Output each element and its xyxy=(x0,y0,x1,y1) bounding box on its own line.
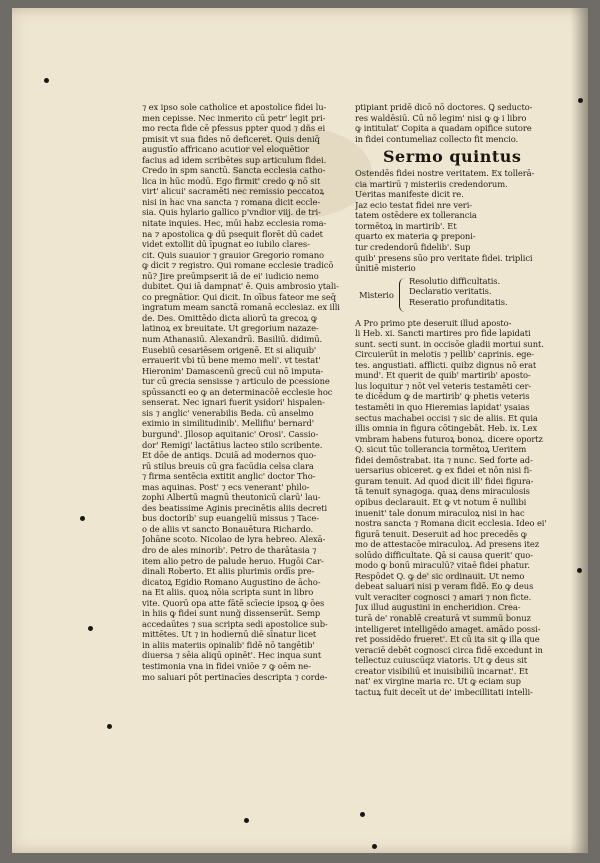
text-line: fidei demōstrabat. ita ⁊ nunc. Sed forte ad- xyxy=(355,454,533,465)
text-line: ⁊ firma sentēcia extitit anglic' doctor Tho- xyxy=(142,471,316,482)
text-line: ret possidēdo frueret'. Et cū ita sit ꝙ illa que xyxy=(355,634,540,645)
text-line: ingratum meam sanctā romanā ecclesiaz. ex illi xyxy=(142,302,340,313)
brace-mark xyxy=(399,278,406,312)
text-line: Q. sicut tūc tollerancia tormētoꝝ Ueritem xyxy=(355,444,527,455)
text-line: augustīo affricano acutior vel eloquētior xyxy=(142,144,310,155)
text-line: cia martirū ⁊ misteriis credendorum. xyxy=(355,178,508,189)
table-label: Misterio xyxy=(359,289,394,300)
text-line: te dicēdum ꝙ de martirib' ꝙ phetis veteris xyxy=(355,391,530,402)
text-line: Hieronim' Damascenū grecū cui nō imputa- xyxy=(142,365,324,376)
text-line: co pregnātior. Qui dicit. In oībus fateor me seq̄ xyxy=(142,291,336,302)
text-line: na ⁊ apostolica ꝙ dū psequit florēt dū cadet xyxy=(142,228,323,239)
right-column-middle-text xyxy=(355,168,561,273)
text-line: illis omnia in figura cōtingebāt. Heb. ix. Lex xyxy=(355,423,538,434)
text-line: facius ad idem scribētes sup articulum fidei. xyxy=(142,154,327,165)
text-line: guram tenuit. Ad quod dicit ill' fidei figura- xyxy=(355,475,534,486)
text-line: zophi Albertū magnū theutonicū clarū' lau- xyxy=(142,492,321,503)
text-line: vite. Quorū opa atte fātē scīecie ipsoꝝ ꝙ ōes xyxy=(142,597,325,608)
text-line: in hiis ꝙ fidei sunt nung̃ dissenserūt. Semp xyxy=(142,608,321,619)
text-line: mund'. Et querit de quib' martirib' aposto- xyxy=(355,370,531,381)
text-line: mittētes. Ut ⁊ in hodiernū diē sīnatur licet xyxy=(142,629,317,640)
text-line: num Athanasiū. Alexandrū. Basiliū. didimū. xyxy=(142,334,323,345)
text-line: quarto ex materia ꝙ preponi- xyxy=(355,231,476,242)
text-line: tormētoꝝ in martirib'. Et xyxy=(355,220,457,231)
right-column-top-text xyxy=(355,102,561,144)
text-line: spūssancti eo ꝙ an determinacōē ecclesie hoc xyxy=(142,386,333,397)
text-line: sis ⁊ anglic' venerabilis Beda. cū anselmo xyxy=(142,407,314,418)
text-line: intelligeret intelligēdo amaget. amādo possi- xyxy=(355,623,541,634)
text-line: tā tenuit synagoga. quaꝝ dens miraculosis xyxy=(355,486,530,497)
text-line: eximio in similitudinib'. Mellifiu' bernard' xyxy=(142,418,314,429)
text-line: virt' alicui' sacramēti nec remissio peccatoꝝ xyxy=(142,186,325,197)
text-line: res waldēsiū. Cū nō legim' nisi ꝙ ꝙ i libro xyxy=(355,112,527,123)
text-line: nū? Jire preūmpserit iā de ei' iudicio nemo xyxy=(142,270,319,281)
wormhole xyxy=(244,818,249,823)
wormhole xyxy=(107,724,112,729)
text-line: Johāne scoto. Nicolao de lyra hebreo. Alexā- xyxy=(142,534,326,545)
text-line: Circuierūt in melotis ⁊ pellib' caprinis. ege- xyxy=(355,349,535,360)
text-line: senserat. Nec ignari fuerit ysidori' hispalen- xyxy=(142,397,325,408)
text-line: cit. Quis suauior ⁊ grauior Gregorio romano xyxy=(142,249,324,260)
text-line: sectus machabei occisi ⁊ sic de aliis. Et quia xyxy=(355,412,538,423)
text-line: turā de' ronablē creaturā vt summū bonuz xyxy=(355,612,531,623)
text-line: des beatissime Aginis precinētis aliis decreti xyxy=(142,502,328,513)
text-line: vmbram habens futuroꝝ bonoꝝ. dicere oportz xyxy=(355,433,543,444)
text-line: A Pro primo pte deseruit illud aposto- xyxy=(355,317,512,328)
text-line: pmisit vt sua fides nō deficeret. Quis deniq̄ xyxy=(142,133,320,144)
text-line: dro de ales minorib'. Petro de tharātasia ⁊ xyxy=(142,544,317,555)
text-line: debeat saluari nisi p veram fidē. Eo ꝙ deus xyxy=(355,581,534,592)
text-line: testimonia vna in fidei vniōe ⁊ ꝙ oēm ne- xyxy=(142,660,311,671)
text-line: in aliis materiis opinalib' fidē nō tangētib' xyxy=(142,639,315,650)
text-line: item alio petro de palude heruo. Hugōi Car- xyxy=(142,555,324,566)
table-items xyxy=(409,276,508,308)
text-line: tellectuz cuiuscūqz viatoris. Ut ꝙ deus sit xyxy=(355,655,528,666)
text-line: Eusebiū cesariēsem origenē. Et si aliquib' xyxy=(142,344,317,355)
book-page xyxy=(12,8,588,853)
text-line: testamēti in quo Hieremias lapidat' ysaias xyxy=(355,402,530,413)
text-line: Et dōe de antiqs. Dcuiā ad modernos quo- xyxy=(142,450,317,461)
text-line: dor' Remigi' lactātius lacteo stilo scribente. xyxy=(142,439,323,450)
text-line: mo recta fide cē pfessus ppter quod ⁊ dñs ei xyxy=(142,123,326,134)
text-line: ꝙ intitulat' Copita a quadam opifice sutore xyxy=(355,123,532,134)
text-line: mo de attestacōe miraculoꝝ. Ad presens itez xyxy=(355,539,540,550)
text-line: opibus declarauit. Et ꝙ vt notum ē nullibi xyxy=(355,496,527,507)
text-line: diuersa ⁊ sēia aliqū opinēt'. Hec inqua sunt xyxy=(142,650,322,661)
text-line: dicatoꝝ Egidio Romano Augustino de ācho- xyxy=(142,576,321,587)
text-line: tes. angustiati. afflicti. quibz dignus nō erat xyxy=(355,359,537,370)
wormhole xyxy=(80,516,85,521)
wormhole xyxy=(360,812,365,817)
text-line: li Heb. xi. Sancti martires pro fide lapidati xyxy=(355,328,531,339)
text-line: latinoꝝ ex breuitate. Ut gregorium nazaze- xyxy=(142,323,319,334)
text-line: solūdo difficultate. Ꝗā si causa querit' quo- xyxy=(355,549,533,560)
text-line: men cepisse. Nec inmerito cū petr' legit pri- xyxy=(142,112,326,123)
wormhole xyxy=(372,844,377,849)
table-item: Reseratio profunditatis. xyxy=(409,296,508,307)
text-line: inuenit' tale donum miraculoꝝ nisi in hac xyxy=(355,507,525,518)
text-line: nisi in hac vna sancta ⁊ romana dicit eccle- xyxy=(142,196,321,207)
book-spine-shadow xyxy=(570,8,588,853)
text-line: nitate inquies. Hec, mūi habz ecclesia roma- xyxy=(142,218,327,229)
text-line: dinali Roberto. Et aliis plurimis ordīs pre- xyxy=(142,566,315,577)
text-line: Ueritas manifeste dicit re. xyxy=(355,189,464,200)
text-line: modo ꝙ bonū miraculū? vitaē fidei phatur. xyxy=(355,560,530,571)
text-line: accedaūtes ⁊ sua scripta sedi apostolice sub- xyxy=(142,618,328,629)
text-line: sia. Quis hylario gallico p'vndior viij. de tri- xyxy=(142,207,321,218)
wormhole xyxy=(88,626,93,631)
text-line: lus loquitur ⁊ nōt vel veteris testamēti cer- xyxy=(355,380,532,391)
table-item: Declaratio veritatis. xyxy=(409,286,492,297)
left-text-column xyxy=(142,102,340,742)
text-line: vult veraciter cognosci ⁊ amari ⁊ non ficte. xyxy=(355,591,532,602)
text-line: ūnitiē misterio xyxy=(355,263,416,274)
text-line: rū stilus breuis cū gra facūdia celsa clara xyxy=(142,460,314,471)
text-line: bus doctorib' sup euangeliū missus ⁊ Tace- xyxy=(142,513,320,524)
text-line: videt extollit dū īpugnat eo iubilo clares- xyxy=(142,239,310,250)
text-line: lica in hūc modū. Ego firmit' credo ꝙ nō sit xyxy=(142,175,321,186)
text-line: uersarius obiceret. ꝙ ex fidei et nōn nisi fi- xyxy=(355,465,532,476)
text-line: tactuꝝ fuit deceīt ut de' imbecillitati intelli- xyxy=(355,686,533,697)
text-line: nat' ex virgine maria rc. Ut ꝙ eciam sup xyxy=(355,676,521,687)
text-line: Respōdet Q. ꝙ de' sic ordinauit. Ut nemo xyxy=(355,570,525,581)
text-line: quib' presens sūo pro veritate fidei. triplici xyxy=(355,252,533,263)
text-line: tatem ostēdere ex tollerancia xyxy=(355,210,477,221)
misterio-table xyxy=(355,276,561,316)
text-line: errauerit vbi tū bene memo meli'. vt testat' xyxy=(142,355,321,366)
text-line: tur credendorū fidelib'. Sup xyxy=(355,242,471,253)
text-line: figurā tenuit. Deseruit ad hoc precedēs ꝙ xyxy=(355,528,527,539)
text-line: ꝙ dicit ⁊ registro. Qui romane ecclesie tradicō xyxy=(142,260,334,271)
table-item: Resolutio difficultatis. xyxy=(409,275,501,286)
text-line: burgund'. Jllosop aquitanic' Orosi'. Cassio- xyxy=(142,428,319,439)
text-line: nostra sancta ⁊ Romana dicit ecclesia. Ideo ei' xyxy=(355,518,547,529)
text-line: creator visibiliū et inuisibiliū incarnat'. Et xyxy=(355,665,529,676)
text-line: de. Des. Omittēdo dicta aliorū ta grecoꝝ ꝙ xyxy=(142,312,318,323)
text-line: tur cū grecia sensisse ⁊ articulo de pcessione xyxy=(142,376,330,387)
right-text-column xyxy=(355,102,561,762)
text-line: ptipiant pridē dicō nō doctores. Ꝗ seducto- xyxy=(355,102,533,112)
text-line: Jaz ecio testat fidei nre veri- xyxy=(355,199,473,210)
text-line: mas aquinas. Post' ⁊ ecs venerant' philo- xyxy=(142,481,310,492)
right-column-bottom-text xyxy=(355,318,561,698)
text-line: dubitet. Qui iā dampnat' ē. Quis ambrosio ytali- xyxy=(142,281,339,292)
text-line: Credo in spm sanctū. Sancta ecclesia catho- xyxy=(142,165,326,176)
text-line: mo saluari pōt pertinacīes descripta ⁊ corde- xyxy=(142,671,328,682)
text-line: Jux illud augustini in encheridion. Crea- xyxy=(355,602,521,613)
text-line: veraciē debēt cognosci circa fidē excedunt in xyxy=(355,644,543,655)
wormhole xyxy=(577,568,582,573)
wormhole xyxy=(578,98,583,103)
text-line: in fidei contumeliaz collecto fit mencio. xyxy=(355,133,519,144)
text-line: ⁊ ex ipso sole catholice et apostolice fidei lu- xyxy=(142,102,327,112)
sermon-heading: Sermo quintus xyxy=(383,147,522,167)
text-line: na Et aliis. quoꝝ nōia scripta sunt in libro xyxy=(142,587,314,598)
text-line: o de aliis vt sancto Bonauētura Richardo. xyxy=(142,523,314,534)
wormhole xyxy=(44,78,49,83)
text-line: Ostendēs fidei nostre veritatem. Ex tollerā- xyxy=(355,168,535,179)
text-line: sunt. secti sunt. in occisōe gladii mortui sunt. xyxy=(355,338,544,349)
